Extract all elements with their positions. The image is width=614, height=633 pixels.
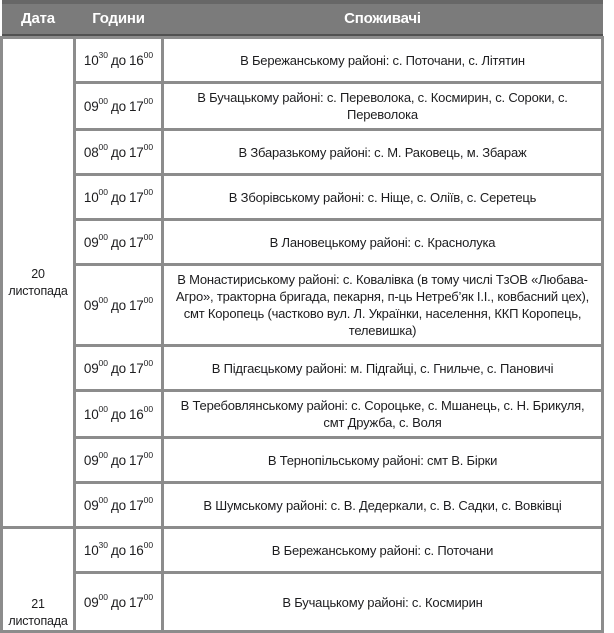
time-cell xyxy=(75,528,163,573)
time-from-hour: 09 xyxy=(83,234,99,250)
time-from-hour: 10 xyxy=(83,52,99,68)
table-row xyxy=(2,265,603,346)
time-from-minutes: 30 xyxy=(98,50,108,60)
time-cell xyxy=(75,175,163,220)
column-header-hours: Години xyxy=(75,0,163,38)
consumers-cell: В Монастириському районі: с. Ковалівка (в тому числі ТзОВ «Любава-Агро», тракторна бригада, пекарня, п-ць Нетреб’як І.І., ковбасний цех), смт Коропець (частково вул. Л. Українки, населення, ККП Коропець, телевишка) xyxy=(163,265,603,346)
time-to-minutes: 00 xyxy=(143,495,154,505)
time-from-hour: 09 xyxy=(83,360,99,376)
time-cell xyxy=(75,83,163,130)
date-month: листопада xyxy=(8,614,68,628)
time-to-hour: 17 xyxy=(129,497,144,513)
time-cell xyxy=(75,130,163,175)
time-separator-word: до xyxy=(111,497,126,513)
time-from-minutes: 00 xyxy=(98,404,108,414)
header-row xyxy=(2,0,603,38)
time-from-hour: 09 xyxy=(83,594,99,610)
consumers-cell: В Лановецькому районі: с. Краснолука xyxy=(163,220,603,265)
consumers-cell: В Бучацькому районі: с. Переволока, с. Космирин, с. Сороки, с. Переволока xyxy=(163,83,603,130)
time-to-minutes: 00 xyxy=(143,404,154,414)
time-to-minutes: 00 xyxy=(143,50,154,60)
table-row xyxy=(2,346,603,391)
time-from-minutes: 00 xyxy=(98,450,108,460)
table-row xyxy=(2,528,603,573)
consumers-cell: В Зборівському районі: с. Ніще, с. Оліїв, с. Серетець xyxy=(163,175,603,220)
time-cell xyxy=(75,220,163,265)
time-separator-word: до xyxy=(111,297,126,313)
consumers-cell: В Підгаєцькому районі: м. Підгайці, с. Гнильче, с. Пановичі xyxy=(163,346,603,391)
time-to-hour: 17 xyxy=(129,189,144,205)
table-header xyxy=(2,0,603,38)
date-day: 21 xyxy=(31,597,45,611)
time-to-minutes: 00 xyxy=(143,450,154,460)
consumers-cell: В Бережанському районі: с. Поточани xyxy=(163,528,603,573)
time-separator-word: до xyxy=(111,144,126,160)
table-row xyxy=(2,130,603,175)
time-separator-word: до xyxy=(111,360,126,376)
time-from-minutes: 00 xyxy=(98,142,108,152)
time-to-minutes: 00 xyxy=(143,358,154,368)
table-body xyxy=(2,38,603,632)
table-row xyxy=(2,83,603,130)
time-to-hour: 17 xyxy=(129,98,144,114)
time-from-hour: 08 xyxy=(83,144,99,160)
time-from-hour: 09 xyxy=(83,452,99,468)
time-from-minutes: 00 xyxy=(98,495,108,505)
time-to-minutes: 00 xyxy=(143,295,154,305)
time-to-hour: 16 xyxy=(129,542,144,558)
time-separator-word: до xyxy=(111,234,126,250)
time-from-hour: 09 xyxy=(83,497,99,513)
date-day: 20 xyxy=(31,266,45,281)
consumers-cell: В Бережанському районі: с. Поточани, с. Літятин xyxy=(163,38,603,83)
time-cell xyxy=(75,38,163,83)
time-separator-word: до xyxy=(111,98,126,114)
table-row xyxy=(2,220,603,265)
time-to-minutes: 00 xyxy=(143,96,154,106)
time-from-hour: 09 xyxy=(83,98,99,114)
table-row xyxy=(2,483,603,528)
time-separator-word: до xyxy=(111,52,126,68)
time-to-hour: 17 xyxy=(129,297,144,313)
time-from-hour: 10 xyxy=(83,189,99,205)
consumers-cell: В Теребовлянському районі: с. Сороцьке, с. Мшанець, с. Н. Брикуля, смт Дружба, с. Воля xyxy=(163,391,603,438)
time-to-minutes: 00 xyxy=(143,142,154,152)
time-from-minutes: 00 xyxy=(98,358,108,368)
time-to-minutes: 00 xyxy=(143,592,154,602)
table-row xyxy=(2,391,603,438)
column-header-consumers: Споживачі xyxy=(163,0,603,38)
time-to-hour: 17 xyxy=(129,144,144,160)
time-cell xyxy=(75,483,163,528)
time-from-minutes: 00 xyxy=(98,232,108,242)
time-cell xyxy=(75,438,163,483)
time-to-minutes: 00 xyxy=(143,232,154,242)
consumers-cell: В Тернопільському районі: смт В. Бірки xyxy=(163,438,603,483)
time-separator-word: до xyxy=(111,189,126,205)
time-separator-word: до xyxy=(111,452,126,468)
time-from-hour: 10 xyxy=(83,542,99,558)
time-cell xyxy=(75,391,163,438)
time-separator-word: до xyxy=(111,542,126,558)
time-from-minutes: 00 xyxy=(98,96,108,106)
time-from-minutes: 30 xyxy=(98,540,108,550)
consumers-cell: В Шумському районі: с. В. Дедеркали, с. В. Садки, с. Вовківці xyxy=(163,483,603,528)
time-to-hour: 17 xyxy=(129,452,144,468)
date-cell xyxy=(2,528,75,632)
time-cell xyxy=(75,265,163,346)
time-to-minutes: 00 xyxy=(143,187,154,197)
column-header-date: Дата xyxy=(2,0,75,38)
consumers-cell: В Бучацькому районі: с. Космирин xyxy=(163,573,603,632)
time-cell xyxy=(75,573,163,632)
time-from-hour: 09 xyxy=(83,297,99,313)
time-cell xyxy=(75,346,163,391)
time-to-hour: 17 xyxy=(129,360,144,376)
time-to-hour: 16 xyxy=(129,52,144,68)
time-separator-word: до xyxy=(111,406,126,422)
time-to-hour: 17 xyxy=(129,594,144,610)
time-from-minutes: 00 xyxy=(98,295,108,305)
time-to-hour: 16 xyxy=(129,406,144,422)
time-from-minutes: 00 xyxy=(98,592,108,602)
time-separator-word: до xyxy=(111,594,126,610)
table-row xyxy=(2,175,603,220)
table-row xyxy=(2,573,603,632)
date-month: листопада xyxy=(8,283,68,298)
time-from-hour: 10 xyxy=(83,406,99,422)
consumers-cell: В Збаразькому районі: с. М. Раковець, м. Збараж xyxy=(163,130,603,175)
time-to-minutes: 00 xyxy=(143,540,154,550)
date-cell xyxy=(2,38,75,528)
table-row xyxy=(2,438,603,483)
table-row xyxy=(2,38,603,83)
time-to-hour: 17 xyxy=(129,234,144,250)
time-from-minutes: 00 xyxy=(98,187,108,197)
